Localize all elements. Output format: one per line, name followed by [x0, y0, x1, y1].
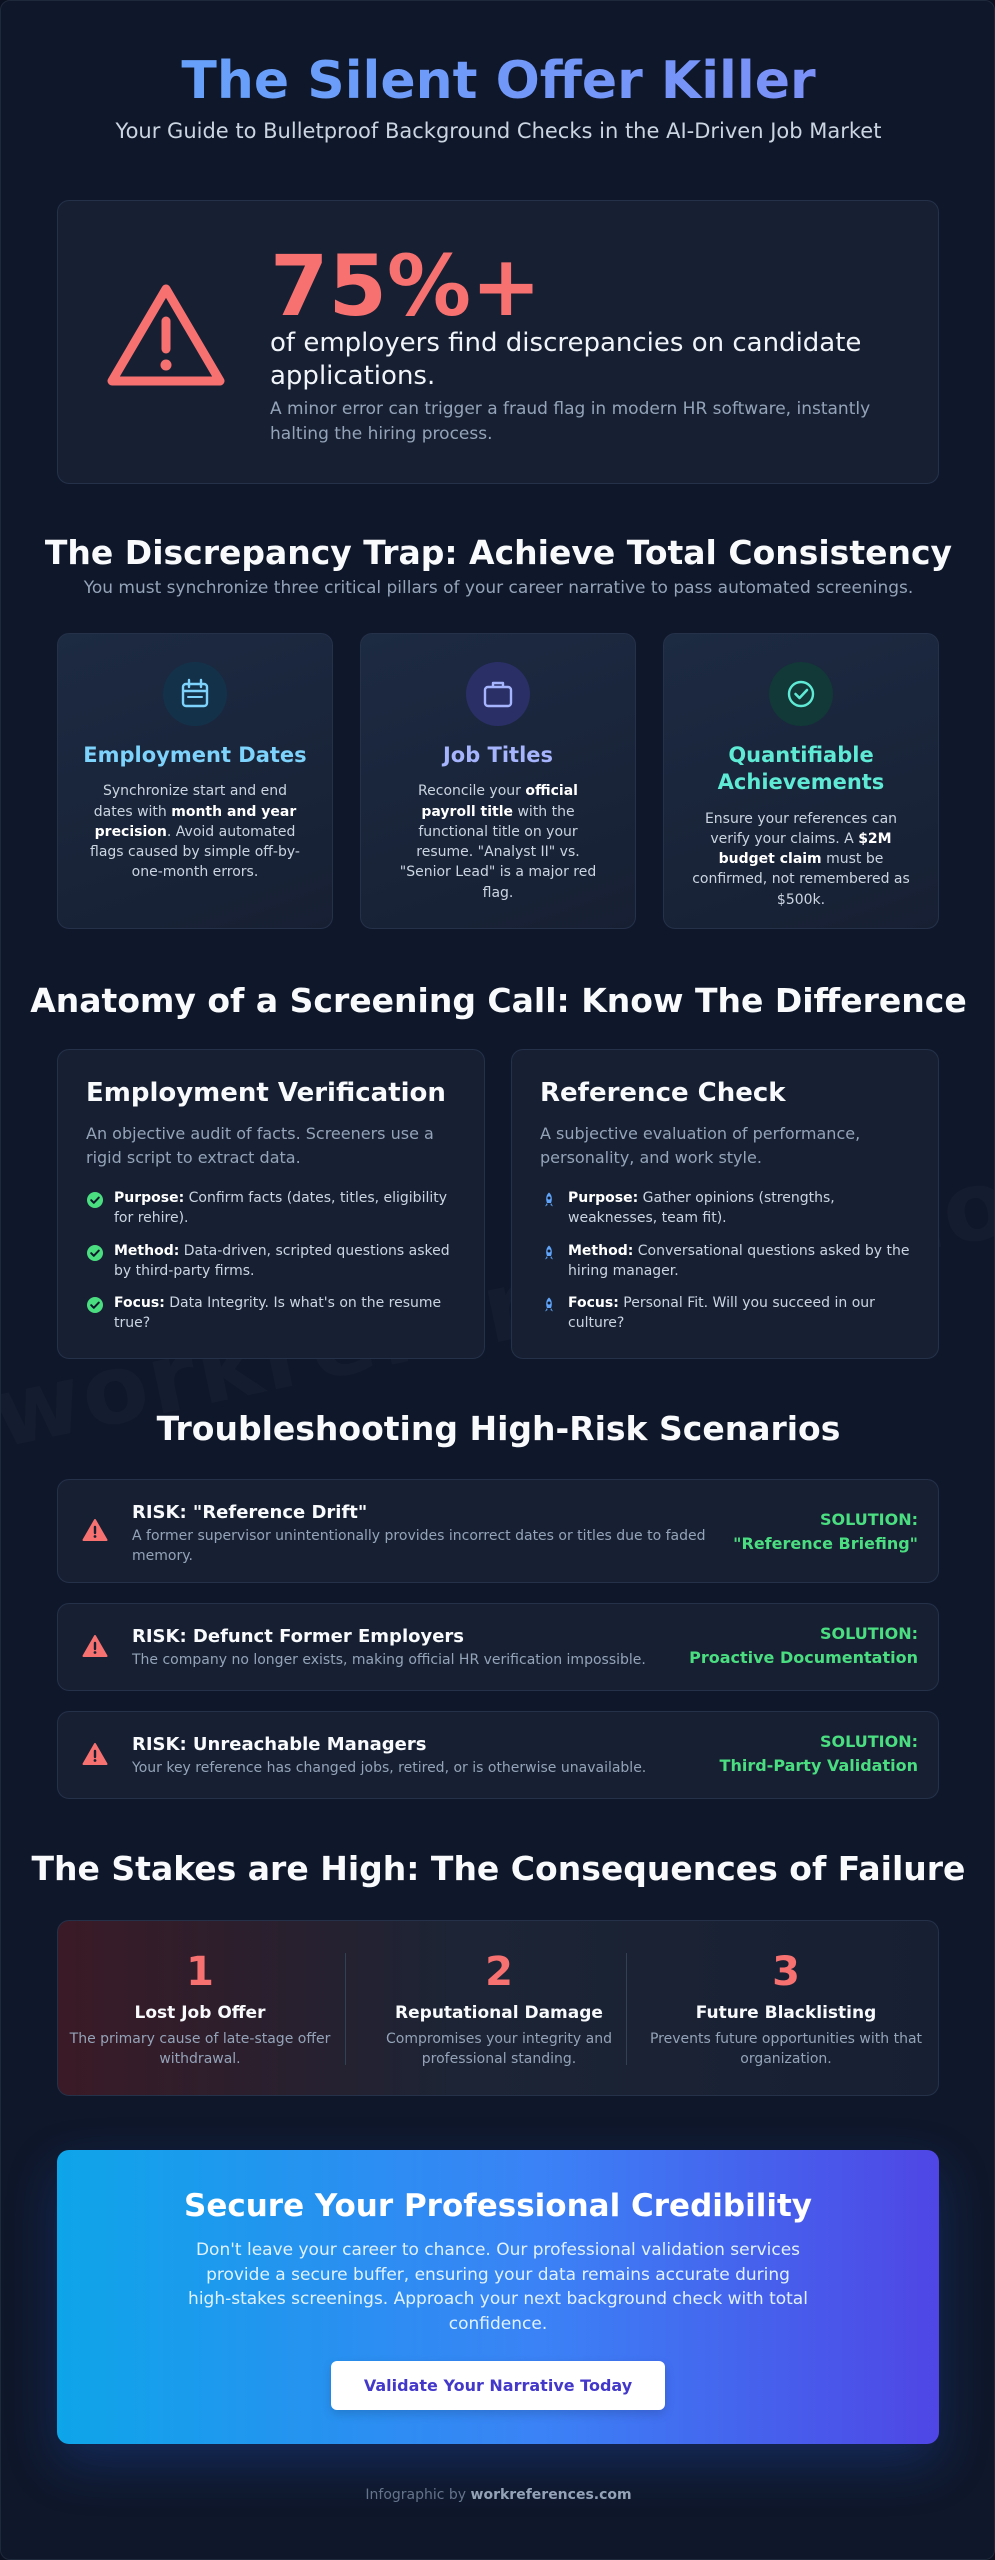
risk-title: RISK: "Reference Drift"	[132, 1502, 368, 1523]
calendar-icon	[178, 677, 212, 711]
cta-banner	[57, 2150, 939, 2444]
list-item: Purpose: Gather opinions (strengths, weaknesses, team fit).	[540, 1188, 910, 1229]
validate-narrative-button[interactable]: Validate Your Narrative Today	[331, 2361, 665, 2410]
reference-check-card	[511, 1049, 939, 1359]
solution-label: SOLUTION:	[820, 1732, 918, 1751]
solution-name: Third-Party Validation	[719, 1756, 918, 1775]
stake-label: Reputational Damage	[395, 2003, 603, 2023]
card-description: An objective audit of facts. Screeners use a rigid script to extract data.	[86, 1124, 434, 1167]
consistency-title: The Discrepancy Trap: Achieve Total Consistency	[44, 533, 953, 572]
stake-number: 1	[186, 1949, 214, 1995]
employment-verification-card	[57, 1049, 485, 1359]
risk-card-reference-drift	[57, 1479, 939, 1583]
warning-icon	[82, 1634, 108, 1658]
rocket-icon	[540, 1191, 558, 1209]
stake-label: Future Blacklisting	[695, 2003, 877, 2023]
warning-triangle-icon	[104, 281, 228, 391]
warning-icon	[82, 1518, 108, 1542]
card-list	[540, 1188, 910, 1334]
stake-item-lost-job-offer	[60, 1949, 340, 2070]
hero-stat-description: of employers find discrepancies on candidate applications.	[270, 328, 862, 391]
page-subtitle: Your Guide to Bulletproof Background Checks in the AI-Driven Job Market	[115, 119, 882, 143]
risk-title: RISK: Defunct Former Employers	[132, 1626, 465, 1647]
list-item: Method: Conversational questions asked by the hiring manager.	[540, 1241, 910, 1282]
card-title: Reference Check	[540, 1078, 786, 1108]
card-description: A subjective evaluation of performance, personality, and work style.	[540, 1124, 861, 1167]
pillar-icon-bg	[163, 662, 227, 726]
solution-name: "Reference Briefing"	[733, 1534, 918, 1553]
list-item: Focus: Data Integrity. Is what's on the resume true?	[86, 1293, 456, 1334]
troubleshooting-title: Troubleshooting High-Risk Scenarios	[156, 1409, 841, 1448]
pillar-quantifiable-achievements	[663, 633, 939, 929]
stake-text: The primary cause of late-stage offer withdrawal.	[69, 2031, 331, 2068]
list-item: Method: Data-driven, scripted questions asked by third-party firms.	[86, 1241, 456, 1282]
risk-card-defunct-employers	[57, 1603, 939, 1691]
hero-stat-value: 75%+	[270, 237, 542, 335]
pillar-text: Reconcile your official payroll title with the functional title on your resume. "Analyst II" vs. "Senior Lead" is a major red flag.	[399, 783, 597, 901]
footer-brand-link[interactable]: workreferences.com	[470, 2487, 632, 2503]
stake-label: Lost Job Offer	[134, 2003, 266, 2023]
solution-label: SOLUTION:	[820, 1510, 918, 1529]
solution-name: Proactive Documentation	[689, 1648, 918, 1667]
pillar-title: Employment Dates	[83, 743, 307, 767]
hero-stat-card	[57, 200, 939, 484]
stake-item-future-blacklisting	[646, 1949, 926, 2070]
stake-text: Compromises your integrity and professional standing.	[386, 2031, 612, 2068]
hero-note: A minor error can trigger a fraud flag in modern HR software, instantly halting the hiring process.	[270, 399, 871, 444]
pillar-text: Synchronize start and end dates with month and year precision. Avoid automated flags caused by simple off-by-one-month errors.	[90, 783, 300, 881]
pillar-icon-bg	[769, 662, 833, 726]
pillar-text: Ensure your references can verify your claims. A $2M budget claim must be confirmed, not remembered as $500k.	[692, 810, 910, 908]
divider	[345, 1953, 346, 2065]
card-title: Employment Verification	[86, 1078, 446, 1108]
consistency-subtitle: You must synchronize three critical pillars of your career narrative to pass automated screenings.	[83, 578, 914, 598]
pillar-icon-bg	[466, 662, 530, 726]
stake-number: 2	[485, 1949, 513, 1995]
check-circle-icon	[86, 1296, 104, 1314]
check-circle-icon	[784, 677, 818, 711]
stakes-card	[57, 1920, 939, 2096]
risk-card-unreachable-managers	[57, 1711, 939, 1799]
risk-title: RISK: Unreachable Managers	[132, 1734, 427, 1755]
card-list	[86, 1188, 456, 1334]
stake-text: Prevents future opportunities with that organization.	[649, 2031, 923, 2068]
warning-icon	[82, 1742, 108, 1766]
solution-label: SOLUTION:	[820, 1624, 918, 1643]
stake-item-reputational-damage	[359, 1949, 639, 2070]
risk-description: Your key reference has changed jobs, retired, or is otherwise unavailable.	[132, 1760, 647, 1776]
pillar-employment-dates	[57, 633, 333, 929]
cta-title: Secure Your Professional Credibility	[184, 2188, 812, 2224]
page-title: The Silent Offer Killer	[1, 51, 995, 111]
list-item: Purpose: Confirm facts (dates, titles, eligibility for rehire).	[86, 1188, 456, 1229]
cta-text: Don't leave your career to chance. Our professional validation services provide a secure buffer, ensuring your data remains accurate during high-stakes screenings. Approach your next background check with total confidence.	[188, 2240, 808, 2334]
rocket-icon	[540, 1244, 558, 1262]
divider	[626, 1953, 627, 2065]
list-item: Focus: Personal Fit. Will you succeed in our culture?	[540, 1293, 910, 1334]
risk-description: The company no longer exists, making official HR verification impossible.	[132, 1652, 646, 1668]
pillar-title: Quantifiable Achievements	[717, 743, 885, 795]
stake-number: 3	[772, 1949, 800, 1995]
pillar-job-titles	[360, 633, 636, 929]
anatomy-title: Anatomy of a Screening Call: Know The Difference	[30, 981, 967, 1020]
pillar-title: Job Titles	[442, 743, 554, 767]
check-circle-icon	[86, 1191, 104, 1209]
check-circle-icon	[86, 1244, 104, 1262]
stakes-title: The Stakes are High: The Consequences of Failure	[31, 1849, 966, 1888]
rocket-icon	[540, 1296, 558, 1314]
risk-description: A former supervisor unintentionally provides incorrect dates or titles due to faded memory.	[132, 1528, 706, 1565]
briefcase-icon	[481, 677, 515, 711]
footer: Infographic by workreferences.com	[365, 2487, 632, 2503]
